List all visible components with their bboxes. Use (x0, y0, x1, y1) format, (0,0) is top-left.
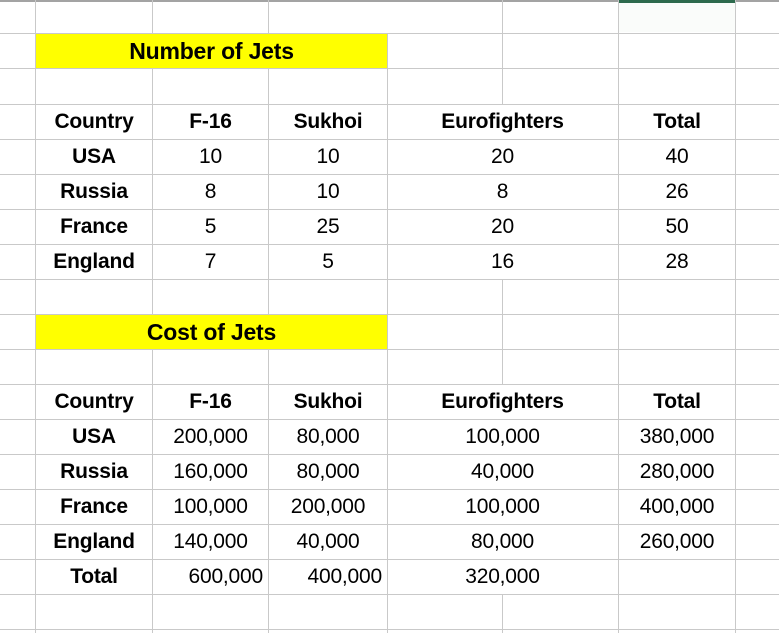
cell-t2-england-sukhoi[interactable]: 40,000 (296, 530, 360, 553)
cell-t2-russia-eurofighters[interactable]: 40,000 (470, 460, 535, 483)
cell-t2-total-country[interactable]: Total (70, 565, 118, 588)
cell-t1-usa-country[interactable]: USA (72, 145, 116, 168)
header-t2-sukhoi[interactable]: Sukhoi (293, 390, 363, 413)
cell-t2-france-country[interactable]: France (60, 495, 128, 518)
cell-title-cost-of-jets[interactable]: Cost of Jets (36, 315, 387, 349)
cell-t2-england-country[interactable]: England (53, 530, 135, 553)
header-t2-eurofighters[interactable]: Eurofighters (441, 390, 564, 413)
gridline-vertical (502, 279, 503, 384)
cell-t2-england-total[interactable]: 260,000 (639, 530, 715, 553)
cell-t1-france-sukhoi[interactable]: 25 (316, 215, 340, 238)
cell-t1-russia-eurofighters[interactable]: 8 (496, 180, 509, 203)
cell-t2-russia-total[interactable]: 280,000 (639, 460, 715, 483)
cell-t2-total-f-16[interactable]: 600,000 (188, 565, 263, 588)
gridline-horizontal (0, 594, 779, 595)
gridline-horizontal (0, 68, 779, 69)
cell-t1-england-sukhoi[interactable]: 5 (322, 250, 334, 273)
cell-t2-france-sukhoi[interactable]: 200,000 (290, 495, 366, 518)
cell-t1-russia-total[interactable]: 26 (665, 180, 689, 203)
cell-t2-russia-country[interactable]: Russia (60, 460, 128, 483)
cell-t2-total-eurofighters[interactable]: 320,000 (465, 565, 540, 588)
cell-t1-france-country[interactable]: France (60, 215, 128, 238)
cell-t2-russia-sukhoi[interactable]: 80,000 (296, 460, 360, 483)
cell-t1-russia-sukhoi[interactable]: 10 (316, 180, 340, 203)
cell-t1-france-eurofighters[interactable]: 20 (491, 215, 514, 238)
cell-t1-france-total[interactable]: 50 (665, 215, 689, 238)
gridline-horizontal (0, 279, 779, 280)
selection-border-icon (618, 0, 735, 3)
cell-t2-france-eurofighters[interactable]: 100,000 (465, 495, 540, 518)
cell-t2-england-eurofighters[interactable]: 80,000 (470, 530, 535, 553)
cell-t1-england-f-16[interactable]: 7 (204, 250, 217, 273)
cell-t2-total-sukhoi[interactable]: 400,000 (307, 565, 382, 588)
cell-t2-russia-f-16[interactable]: 160,000 (173, 460, 248, 483)
header-t1-sukhoi[interactable]: Sukhoi (293, 110, 363, 133)
header-t2-country[interactable]: Country (54, 390, 134, 413)
cell-t1-usa-f-16[interactable]: 10 (199, 145, 222, 168)
cell-t1-russia-f-16[interactable]: 8 (204, 180, 217, 203)
cell-t1-usa-total[interactable]: 40 (665, 145, 689, 168)
cell-t1-england-country[interactable]: England (53, 250, 135, 273)
cell-t2-england-f-16[interactable]: 140,000 (173, 530, 248, 553)
cell-t1-england-total[interactable]: 28 (665, 250, 689, 273)
cell-t1-france-f-16[interactable]: 5 (204, 215, 217, 238)
header-t1-total[interactable]: Total (653, 110, 701, 133)
header-t1-country[interactable]: Country (54, 110, 134, 133)
cell-t2-usa-sukhoi[interactable]: 80,000 (296, 425, 360, 448)
gridline-vertical (735, 0, 736, 633)
header-t2-total[interactable]: Total (653, 390, 701, 413)
gridline-vertical (152, 0, 153, 33)
gridline-horizontal (0, 629, 779, 630)
cell-title-number-of-jets[interactable]: Number of Jets (36, 34, 387, 68)
cell-t1-usa-sukhoi[interactable]: 10 (316, 145, 340, 168)
gridline-vertical (502, 594, 503, 633)
cell-t2-usa-total[interactable]: 380,000 (639, 425, 715, 448)
cell-t2-usa-country[interactable]: USA (72, 425, 116, 448)
gridline-vertical (502, 0, 503, 104)
gridline-horizontal (0, 349, 779, 350)
cell-t2-usa-f-16[interactable]: 200,000 (173, 425, 248, 448)
gridline-vertical (268, 0, 269, 33)
cell-t2-france-total[interactable]: 400,000 (639, 495, 715, 518)
cell-t1-england-eurofighters[interactable]: 16 (491, 250, 514, 273)
cell-t1-usa-eurofighters[interactable]: 20 (491, 145, 514, 168)
cell-t1-russia-country[interactable]: Russia (60, 180, 128, 203)
selected-cell-tint[interactable] (619, 3, 735, 32)
header-t1-eurofighters[interactable]: Eurofighters (441, 110, 564, 133)
cell-t2-total-total[interactable] (619, 560, 735, 594)
cell-t2-usa-eurofighters[interactable]: 100,000 (465, 425, 540, 448)
header-t2-f-16[interactable]: F-16 (189, 390, 232, 413)
header-t1-f-16[interactable]: F-16 (189, 110, 232, 133)
cell-t2-france-f-16[interactable]: 100,000 (173, 495, 248, 518)
